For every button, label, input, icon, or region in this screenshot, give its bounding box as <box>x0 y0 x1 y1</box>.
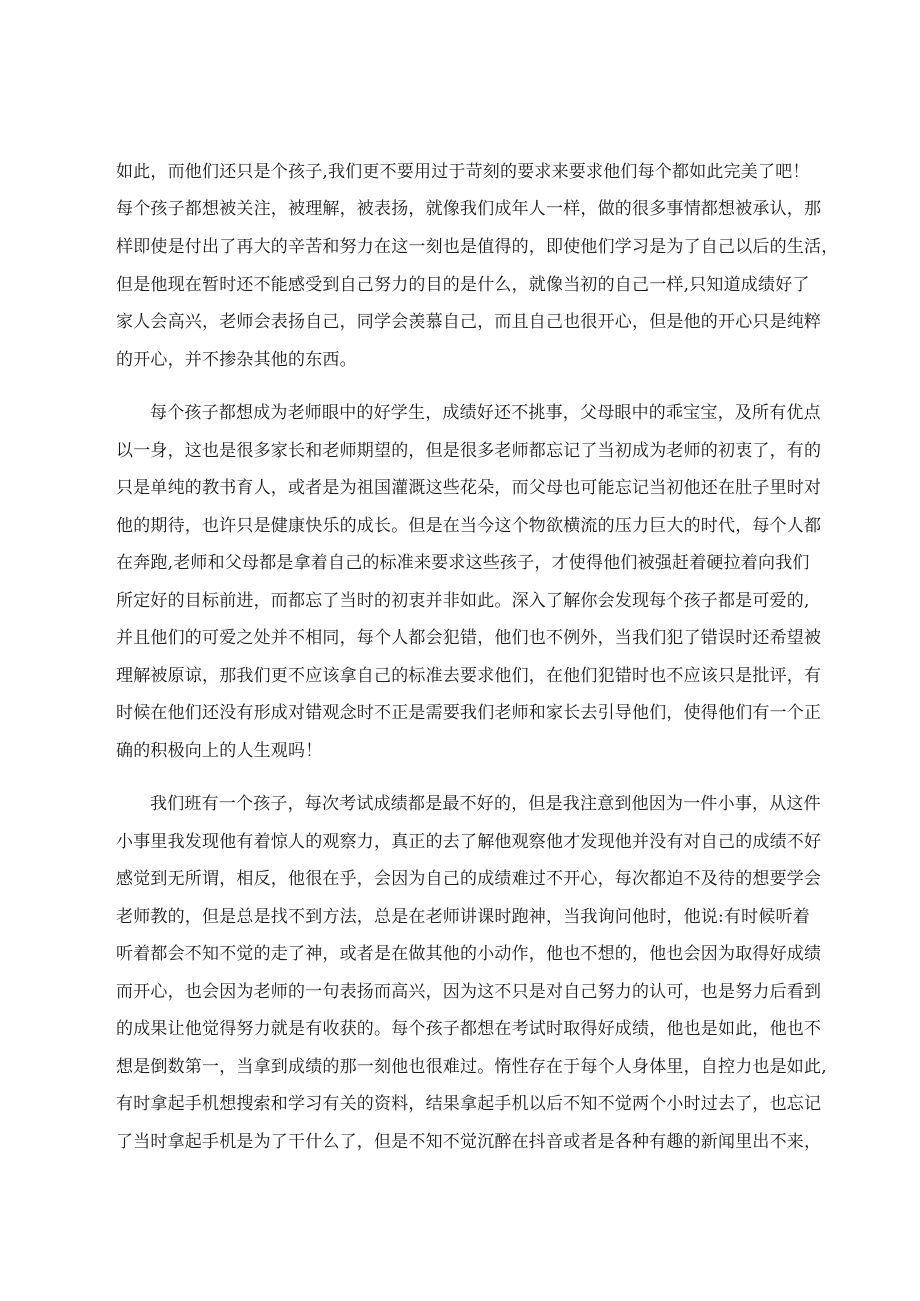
paragraph-1-line-6: 的开心，并不掺杂其他的东西。 <box>116 350 357 370</box>
paragraph-3-line-8: 想是倒数第一，当拿到成绩的那一刻他也很难过。惰性存在于每个人身体里，自控力也是如此, <box>116 1057 827 1077</box>
paragraph-2-line-7: 并且他们的可爱之处并不相同，每个人都会犯错，他们也不例外，当我们犯了错误时还希望被 <box>116 628 822 648</box>
paragraph-2-line-6: 所定好的目标前进，而都忘了当时的初衷并非如此。深入了解你会发现每个孩子都是可爱的, <box>116 591 810 611</box>
paragraph-3-line-2: 小事里我发现他有着惊人的观察力，真正的去了解他观察他才发现他并没有对自己的成绩不好 <box>116 832 822 852</box>
paragraph-2-line-10: 确的积极向上的人生观吗！ <box>116 741 323 761</box>
paragraph-2-line-1: 每个孩子都想成为老师眼中的好学生，成绩好还不挑事，父母眼中的乖宝宝，及所有优点 <box>150 403 821 423</box>
paragraph-1-line-3: 样即使是付出了再大的辛苦和努力在这一刻也是值得的，即使他们学习是为了自己以后的生活， <box>116 237 839 257</box>
paragraph-3-line-3: 感觉到无所谓，相反，他很在乎，会因为自己的成绩难过不开心，每次都迫不及待的想要学会 <box>116 869 822 889</box>
paragraph-2-line-4: 他的期待，也许只是健康快乐的成长。但是在当今这个物欲横流的压力巨大的时代，每个人都 <box>116 516 822 536</box>
paragraph-2-line-3: 只是单纯的教书育人，或者是为祖国灌溉这些花朵，而父母也可能忘记当初他还在肚子里时对 <box>116 478 822 498</box>
paragraph-3-line-4: 老师教的，但是总是找不到方法，总是在老师讲课时跑神，当我询问他时，他说:有时候听着 <box>116 907 810 927</box>
paragraph-1-line-1: 如此，而他们还只是个孩子,我们更不要用过于苛刻的要求来要求他们每个都如此完美了吧！ <box>116 162 810 182</box>
paragraph-3-line-5: 听着都会不知不觉的走了神，或者是在做其他的小动作，他也不想的，他也会因为取得好成绩 <box>116 944 822 964</box>
paragraph-1-line-4: 但是他现在暂时还不能感受到自己努力的目的是什么，就像当初的自己一样,只知道成绩好了 <box>116 275 810 295</box>
paragraph-2-line-9: 时候在他们还没有形成对错观念时不正是需要我们老师和家长去引导他们，使得他们有一个正 <box>116 703 822 723</box>
paragraph-3-line-10: 了当时拿起手机是为了干什么了，但是不知不觉沉醉在抖音或者是各种有趣的新闻里出不来， <box>116 1132 822 1152</box>
paragraph-3-line-1: 我们班有一个孩子，每次考试成绩都是最不好的，但是我注意到他因为一件小事，从这件 <box>150 794 821 814</box>
paragraph-1-line-5: 家人会高兴，老师会表扬自己，同学会羡慕自己，而且自己也很开心，但是他的开心只是纯粹 <box>116 312 822 332</box>
paragraph-2-line-8: 理解被原谅，那我们更不应该拿自己的标准去要求他们，在他们犯错时也不应该只是批评，有 <box>116 666 822 686</box>
paragraph-3-line-6: 而开心，也会因为老师的一句表扬而高兴，因为这不只是对自己努力的认可，也是努力后看到 <box>116 982 822 1002</box>
paragraph-3-line-7: 的成果让他觉得努力就是有收获的。每个孩子都想在考试时取得好成绩，他也是如此，他也不 <box>116 1019 822 1039</box>
paragraph-3-line-9: 有时拿起手机想搜索和学习有关的资料，结果拿起手机以后不知不觉两个小时过去了，也忘记 <box>116 1094 822 1114</box>
paragraph-1-line-2: 每个孩子都想被关注，被理解，被表扬，就像我们成年人一样，做的很多事情都想被承认，那 <box>116 199 822 219</box>
paragraph-2-line-5: 在奔跑,老师和父母都是拿着自己的标准来要求这些孩子，才使得他们被强赶着硬拉着向我们 <box>116 553 810 573</box>
paragraph-2-line-2: 以一身，这也是很多家长和老师期望的，但是很多老师都忘记了当初成为老师的初衷了，有的 <box>116 441 822 461</box>
